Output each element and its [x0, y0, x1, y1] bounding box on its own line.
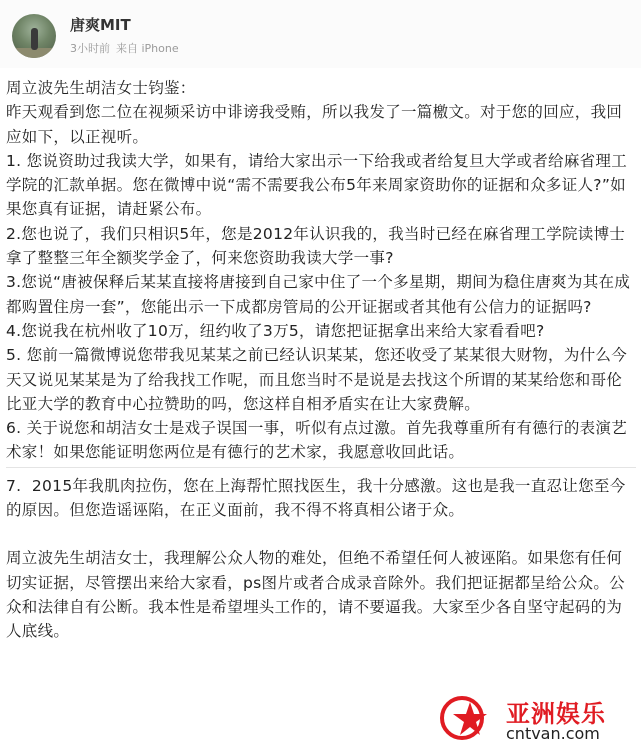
post-meta [70, 40, 185, 56]
closing-paragraph: 周立波先生胡洁女士，我理解公众人物的难处，但绝不希望任何人被诬陷。如果您有任何切实证据，尽管摆出来给大家看，ps图片或者合成录音除外。我们把证据都呈给公众。公众和法律自有公断。我本性是希望埋头工作的，请不要逼我。大家至少各自坚守起码的为人底线。 [6, 549, 625, 641]
watermark-brand-en: cntvan.com [506, 724, 600, 743]
point-4: 4.您说我在杭州收了10万，纽约收了3万5，请您把证据拿出来给大家看看吧? [6, 321, 545, 340]
point-2: 2.您也说了，我们只相识5年，您是2012年认识我的，我当时已经在麻省理工学院读博士拿了整整三年全额奖学金了，何来您资助我读大学一事? [6, 224, 626, 268]
paragraph-gap [6, 522, 636, 546]
author-name[interactable]: 唐爽MIT [70, 16, 131, 34]
point-3: 3.您说“唐被保释后某某直接将唐接到自己家中住了一个多星期，期间为稳住唐爽为其在成都购置住房一套”，您能出示一下成都房管局的公开证据或者其他有公信力的证据吗? [6, 273, 631, 316]
post-time: 3小时前 [70, 42, 110, 55]
avatar-figure [31, 28, 38, 50]
point-6: 6. 关于说您和胡洁女士是戏子误国一事，听似有点过激。首先我尊重所有有德行的表演艺术家！如果您能证明您两位是有德行的艺术家，我愿意收回此话。 [6, 419, 628, 462]
point-7: 7. 2015年我肌肉拉伤，您在上海帮忙照找医生，我十分感激。这也是我一直忍让您至今的原因。但您造谣诬陷，在正义面前，我不得不将真相公诸于众。 [6, 476, 626, 520]
point-5: 5. 您前一篇微博说您带我见某某之前已经认识某某，您还收受了某某很大财物，为什么今天又说见某某是为了给我找工作呢，而且您当时不是说是去找这个所谓的某某给您和哥伦比亚大学的教育中心拉赞助的吗，您这样自相矛盾实在让大家费解。 [6, 346, 628, 413]
watermark-brand-cn: 亚洲娱乐 [506, 700, 606, 728]
red-star-logo-icon [440, 696, 492, 740]
salutation: 周立波先生胡洁女士钧鉴： [6, 79, 196, 97]
post-header [0, 0, 641, 68]
post-body [6, 76, 636, 644]
image-seam-divider [6, 467, 636, 468]
intro-paragraph: 昨天观看到您二位在视频采访中诽谤我受贿，所以我发了一篇檄文。对于您的回应，我回应如下，以正视听。 [6, 103, 623, 146]
watermark [440, 690, 640, 747]
point-1: 1. 您说资助过我读大学，如果有，请给大家出示一下给我或者给复旦大学或者给麻省理工学院的汇款单据。您在微博中说“需不需要我公布5年来周家资助你的证据和众多证人?”如果您真有证据，请赶紧公布。 [6, 151, 628, 219]
post-source: 来自 iPhone [116, 42, 179, 55]
avatar[interactable] [12, 14, 56, 58]
